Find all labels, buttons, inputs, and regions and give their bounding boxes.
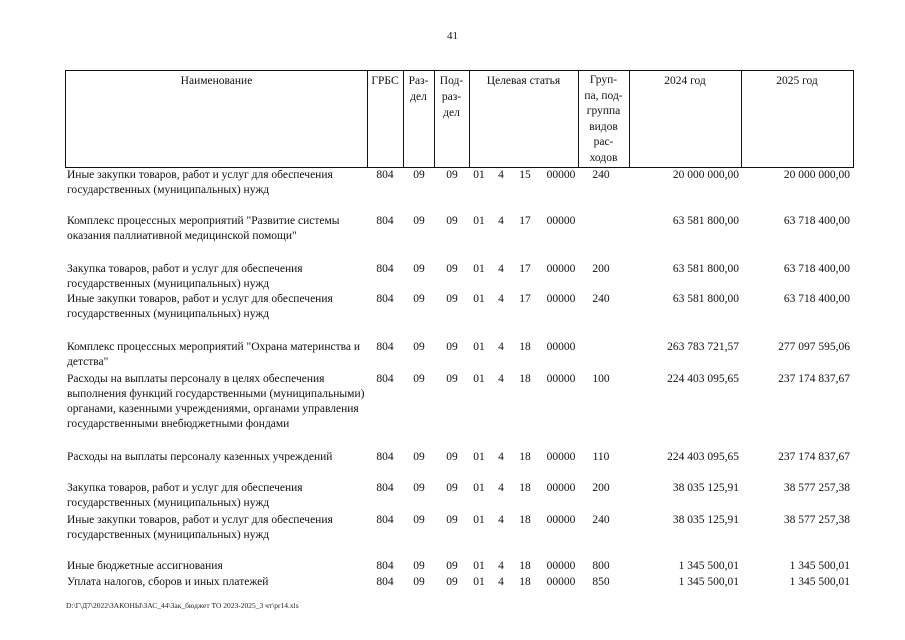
header-group-line: Груп- (589, 74, 618, 86)
row-group: 200 (592, 482, 610, 494)
row-y2025: 63 718 400,00 (783, 293, 850, 305)
row-name: Иные закупки товаров, работ и услуг для обеспечения государственных (муниципальных) нужд (67, 169, 333, 196)
row-podrazdel: 09 (446, 576, 458, 588)
row-c4: 00000 (546, 263, 576, 275)
row-name: Комплекс процессных мероприятий "Охрана материнства и детства" (67, 341, 361, 368)
row-c2: 4 (498, 451, 504, 463)
row-c4: 00000 (546, 514, 576, 526)
row-y2024: 63 581 800,00 (672, 263, 739, 275)
header-group-line: видов (589, 120, 618, 133)
row-c1: 01 (473, 576, 485, 588)
page-number: 41 (447, 30, 458, 42)
row-y2025: 38 577 257,38 (783, 482, 850, 494)
header-podrazdel-line: раз- (441, 91, 462, 103)
header-podrazdel (434, 71, 469, 167)
row-razdel: 09 (413, 169, 425, 181)
row-grbs: 804 (376, 263, 394, 275)
row-podrazdel: 09 (446, 263, 458, 275)
header-podrazdel-line: дел (443, 107, 460, 119)
row-y2024: 224 403 095,65 (667, 451, 739, 463)
header-group-line: группа (586, 105, 621, 117)
row-y2025: 277 097 595,06 (778, 341, 850, 353)
row-group: 240 (592, 514, 610, 526)
row-grbs: 804 (376, 451, 394, 463)
row-podrazdel: 09 (446, 482, 458, 494)
row-c3: 17 (519, 263, 531, 275)
row-c3: 18 (519, 560, 531, 572)
row-podrazdel: 09 (446, 293, 458, 305)
row-razdel: 09 (413, 514, 425, 526)
row-group: 240 (592, 293, 610, 305)
row-group: 240 (592, 169, 610, 181)
row-y2024: 263 783 721,57 (667, 341, 739, 353)
row-c3: 18 (519, 341, 531, 353)
header-podrazdel-line: Под- (439, 75, 464, 87)
row-y2024: 1 345 500,01 (678, 560, 739, 572)
header-2024: 2024 год (664, 75, 706, 87)
header-group-line: па, под- (584, 89, 623, 102)
row-group: 850 (592, 576, 610, 588)
row-name: Иные закупки товаров, работ и услуг для обеспечения государственных (муниципальных) нужд (67, 293, 333, 320)
row-group: 800 (592, 560, 610, 572)
row-grbs: 804 (376, 482, 394, 494)
row-c4: 00000 (546, 560, 576, 572)
row-c3: 18 (519, 451, 531, 463)
row-podrazdel: 09 (446, 373, 458, 385)
row-name: Уплата налогов, сборов и иных платежей (67, 576, 269, 588)
row-c4: 00000 (546, 373, 576, 385)
header-grbs: ГРБС (371, 75, 399, 87)
row-y2024: 63 581 800,00 (672, 293, 739, 305)
row-c1: 01 (473, 451, 485, 463)
row-razdel: 09 (413, 263, 425, 275)
row-c4: 00000 (546, 576, 576, 588)
row-c1: 01 (473, 215, 485, 227)
row-name: Комплекс процессных мероприятий "Развитие системы оказания паллиативной медицинской помощи" (67, 215, 340, 242)
row-podrazdel: 09 (446, 341, 458, 353)
row-c3: 18 (519, 373, 531, 385)
row-c1: 01 (473, 263, 485, 275)
row-c1: 01 (473, 373, 485, 385)
row-razdel: 09 (413, 560, 425, 572)
row-c2: 4 (498, 576, 504, 588)
row-name: Расходы на выплаты персоналу в целях обеспечения выполнения функций государственными (муниципальными) органами, казенными учреждениями, органами управления государственными внебюджетными фондами (67, 373, 365, 430)
row-c2: 4 (498, 514, 504, 526)
row-grbs: 804 (376, 514, 394, 526)
row-c1: 01 (473, 514, 485, 526)
header-razdel (403, 71, 434, 167)
table-header (65, 70, 854, 168)
row-c4: 00000 (546, 482, 576, 494)
row-razdel: 09 (413, 341, 425, 353)
row-y2025: 1 345 500,01 (789, 576, 850, 588)
row-c4: 00000 (546, 451, 576, 463)
row-grbs: 804 (376, 169, 394, 181)
row-grbs: 804 (376, 576, 394, 588)
row-grbs: 804 (376, 560, 394, 572)
row-podrazdel: 09 (446, 215, 458, 227)
row-y2024: 20 000 000,00 (672, 169, 739, 181)
row-razdel: 09 (413, 576, 425, 588)
row-grbs: 804 (376, 373, 394, 385)
row-c2: 4 (498, 373, 504, 385)
row-razdel: 09 (413, 373, 425, 385)
row-c1: 01 (473, 341, 485, 353)
row-podrazdel: 09 (446, 514, 458, 526)
row-grbs: 804 (376, 341, 394, 353)
row-name: Закупка товаров, работ и услуг для обеспечения государственных (муниципальных) нужд (67, 482, 303, 509)
header-group-line: рас- (593, 136, 614, 148)
row-razdel: 09 (413, 293, 425, 305)
row-group: 200 (592, 263, 610, 275)
row-y2024: 38 035 125,91 (672, 514, 739, 526)
row-group: 110 (592, 451, 610, 463)
row-y2024: 1 345 500,01 (678, 576, 739, 588)
row-name: Закупка товаров, работ и услуг для обеспечения государственных (муниципальных) нужд (67, 263, 303, 290)
row-c2: 4 (498, 341, 504, 353)
row-y2025: 20 000 000,00 (783, 169, 850, 181)
row-c2: 4 (498, 263, 504, 275)
row-c1: 01 (473, 169, 485, 181)
row-y2025: 237 174 837,67 (778, 373, 850, 385)
row-c1: 01 (473, 293, 485, 305)
row-y2024: 224 403 095,65 (667, 373, 739, 385)
header-group (578, 71, 629, 167)
row-c2: 4 (498, 215, 504, 227)
row-name: Иные закупки товаров, работ и услуг для обеспечения государственных (муниципальных) нужд (67, 514, 333, 541)
row-razdel: 09 (413, 451, 425, 463)
row-y2025: 63 718 400,00 (783, 215, 850, 227)
row-c3: 18 (519, 482, 531, 494)
row-c2: 4 (498, 293, 504, 305)
row-c2: 4 (498, 169, 504, 181)
row-c4: 00000 (546, 341, 576, 353)
row-c1: 01 (473, 560, 485, 572)
header-razdel-line: дел (410, 91, 427, 103)
row-podrazdel: 09 (446, 451, 458, 463)
row-y2025: 63 718 400,00 (783, 263, 850, 275)
header-2025: 2025 год (776, 75, 818, 87)
header-razdel-line: Раз- (408, 75, 429, 87)
row-c2: 4 (498, 560, 504, 572)
row-razdel: 09 (413, 215, 425, 227)
row-y2025: 1 345 500,01 (789, 560, 850, 572)
row-y2025: 237 174 837,67 (778, 451, 850, 463)
row-c3: 17 (519, 215, 531, 227)
row-c3: 17 (519, 293, 531, 305)
row-c2: 4 (498, 482, 504, 494)
row-c4: 00000 (546, 215, 576, 227)
row-y2024: 63 581 800,00 (672, 215, 739, 227)
row-podrazdel: 09 (446, 169, 458, 181)
row-name: Иные бюджетные ассигнования (67, 560, 223, 572)
row-y2025: 38 577 257,38 (783, 514, 850, 526)
row-c4: 00000 (546, 293, 576, 305)
row-c3: 18 (519, 514, 531, 526)
row-c4: 00000 (546, 169, 576, 181)
row-c3: 18 (519, 576, 531, 588)
header-target: Целевая статья (486, 75, 561, 87)
footer-file-path: D:\Г\Д7\2022\ЗАКОНЫ\ЗАС_44\Зак_бюджет ТО 2023-2025_3 чт\pr14.xls (66, 601, 299, 610)
row-y2024: 38 035 125,91 (672, 482, 739, 494)
row-group: 100 (592, 373, 610, 385)
header-name: Наименование (180, 75, 253, 87)
row-grbs: 804 (376, 293, 394, 305)
row-razdel: 09 (413, 482, 425, 494)
row-c1: 01 (473, 482, 485, 494)
header-group-line: ходов (589, 151, 618, 164)
row-podrazdel: 09 (446, 560, 458, 572)
row-name: Расходы на выплаты персоналу казенных учреждений (67, 451, 333, 463)
row-grbs: 804 (376, 215, 394, 227)
row-c3: 15 (519, 169, 531, 181)
